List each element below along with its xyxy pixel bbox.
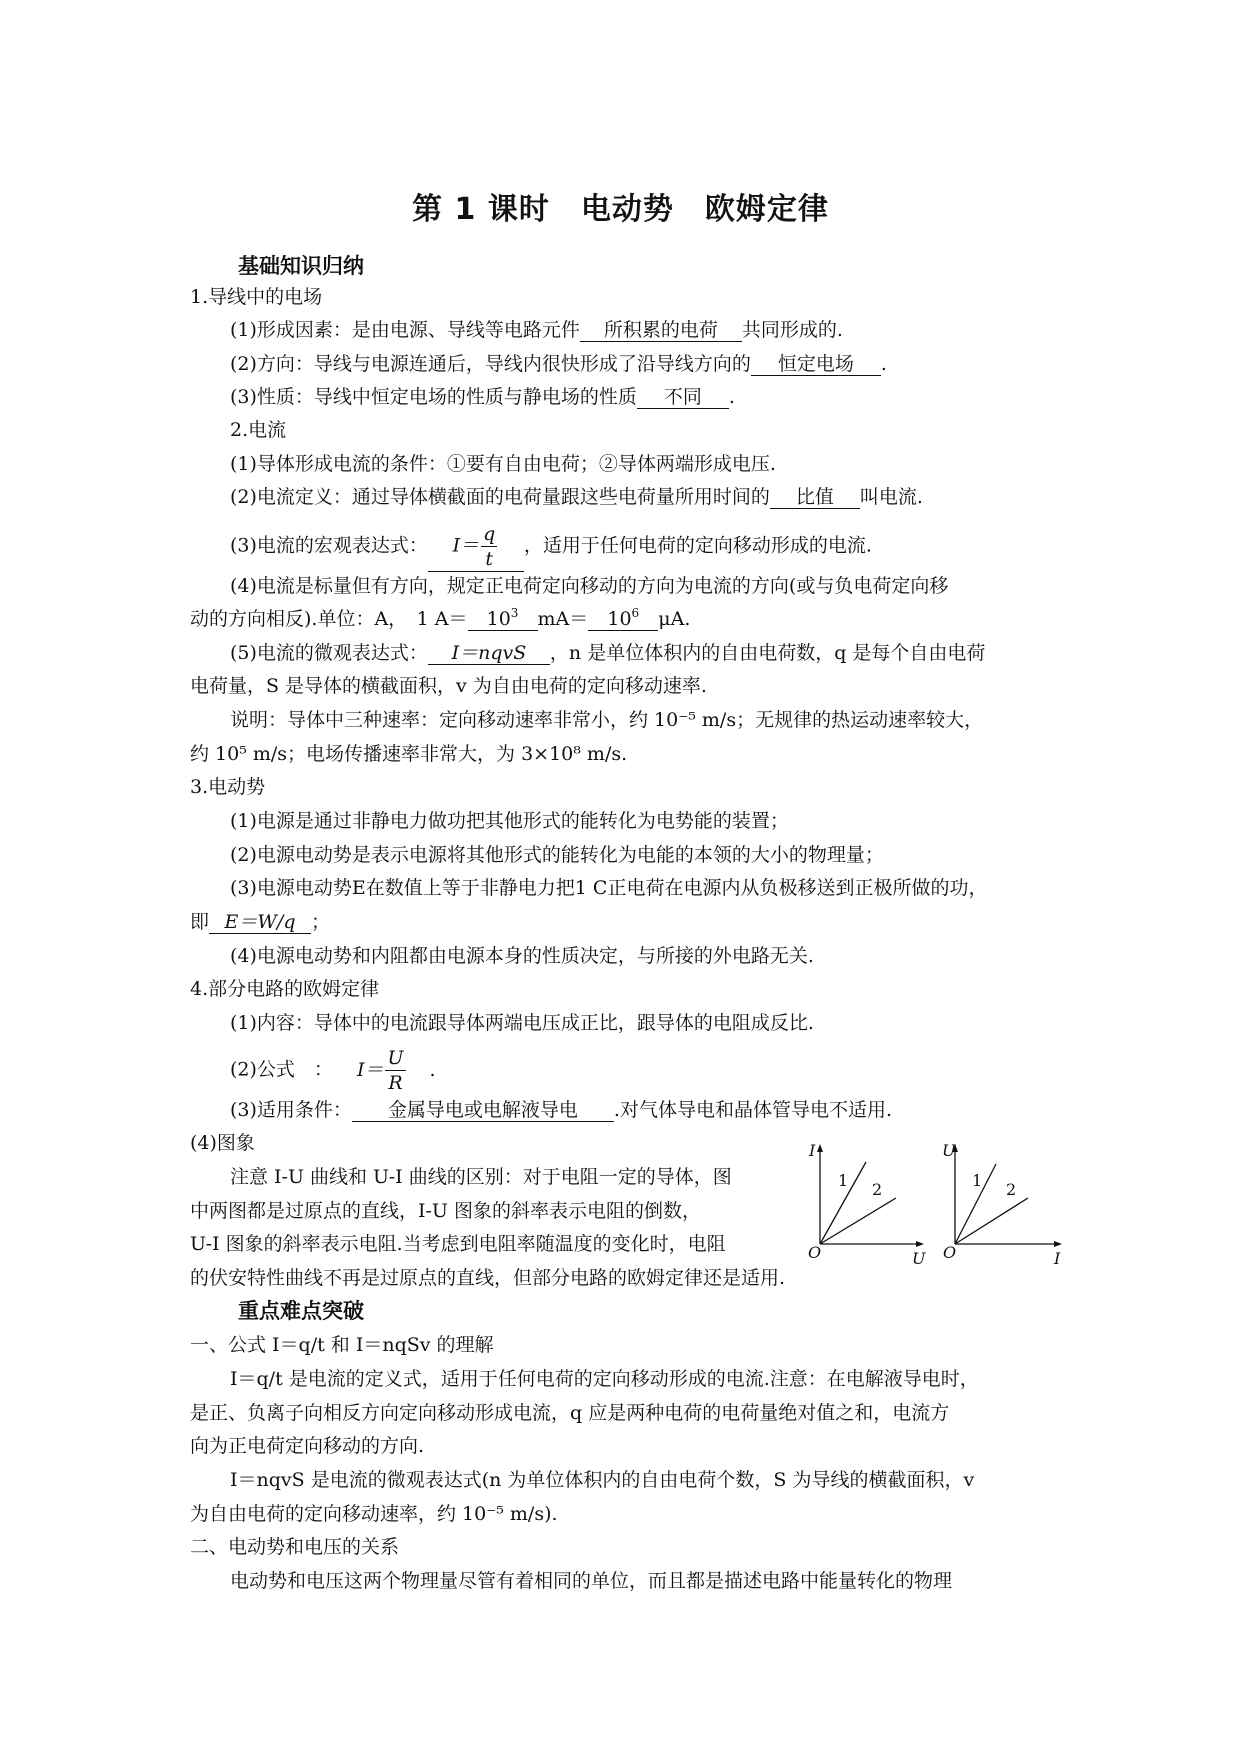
s4-p4-line2: 中两图都是过原点的直线，I-U 图象的斜率表示电阻的倒数， bbox=[190, 1200, 701, 1222]
s1-p2 bbox=[230, 351, 887, 377]
s1-p1-text: (1)形成因素：是由电源、导线等电路元件 bbox=[230, 319, 580, 341]
s3-p1: (1)电源是通过非静电力做功把其他形式的能转化为电势能的装置； bbox=[230, 810, 789, 832]
s2-p3-text-end: ，适用于任何电荷的定向移动形成的电流. bbox=[523, 534, 872, 557]
fraction-denominator: t bbox=[485, 548, 493, 570]
s1-heading: 1.导线中的电场 bbox=[190, 286, 323, 308]
answer-blank: 恒定电场 bbox=[751, 353, 881, 376]
s3-p3-line1: (3)电源电动势E在数值上等于非静电力把1 C正电荷在电源内从负极移送到正极所做的功， bbox=[230, 877, 988, 899]
x-axis-arrow bbox=[1054, 1241, 1062, 1247]
fraction bbox=[481, 522, 497, 571]
s3-p2: (2)电源电动势是表示电源将其他形式的能转化为电能的本领的大小的物理量； bbox=[230, 844, 884, 866]
k1-p2-line1: I＝nqvS 是电流的微观表达式(n 为单位体积内的自由电荷个数，S 为导线的横截面积，v bbox=[230, 1469, 975, 1491]
s4-heading: 4.部分电路的欧姆定律 bbox=[190, 978, 380, 1000]
s2-p5 bbox=[230, 640, 985, 666]
line-2 bbox=[955, 1198, 1028, 1244]
answer-blank: 比值 bbox=[770, 486, 860, 509]
s4-p4-line1: 注意 I-U 曲线和 U-I 曲线的区别：对于电阻一定的导体，图 bbox=[230, 1166, 732, 1188]
s1-p1 bbox=[230, 317, 843, 343]
s1-p2-text: (2)方向：导线与电源连通后，导线内很快形成了沿导线方向的 bbox=[230, 353, 751, 375]
answer-blank: I＝nqvS bbox=[428, 642, 550, 665]
s2-p4-line1: (4)电流是标量但有方向，规定正电荷定向移动的方向为电流的方向(或与负电荷定向移 bbox=[230, 575, 949, 597]
k1-p1-line2: 是正、负离子向相反方向定向移动形成电流，q 应是两种电荷的电荷量绝对值之和，电流方 bbox=[190, 1402, 950, 1424]
x-axis-label: I bbox=[1054, 1249, 1061, 1268]
answer-base: 10 bbox=[607, 608, 632, 630]
s1-p3-text: (3)性质：导线中恒定电场的性质与静电场的性质 bbox=[230, 386, 637, 408]
page-title: 第 1 课时 电动势 欧姆定律 bbox=[412, 192, 829, 227]
s3-p3-line2 bbox=[190, 909, 330, 935]
k1-p1-line3: 向为正电荷定向移动的方向. bbox=[190, 1435, 425, 1457]
s4-p3 bbox=[230, 1097, 892, 1123]
s4-p3-text-end: .对气体导电和晶体管导电不适用. bbox=[613, 1099, 893, 1121]
s2-note-line2: 约 10⁵ m/s；电场传播速率非常大，为 3×10⁸ m/s. bbox=[190, 743, 628, 765]
s2-p5-text-end: ，n 是单位体积内的自由电荷数，q 是每个自由电荷 bbox=[549, 642, 986, 664]
s4-p4-line3: U-I 图象的斜率表示电阻.当考虑到电阻率随温度的变化时，电阻 bbox=[190, 1233, 726, 1255]
s2-p4-line2 bbox=[190, 606, 690, 632]
s3-p3-text-end: ； bbox=[311, 911, 331, 933]
s2-p3 bbox=[230, 522, 872, 572]
y-axis-label: U bbox=[942, 1141, 956, 1160]
k1-p2-line2: 为自由电荷的定向移动速率，约 10⁻⁵ m/s). bbox=[190, 1503, 558, 1525]
k2-heading: 二、电动势和电压的关系 bbox=[190, 1536, 400, 1558]
section-heading-key: 重点难点突破 bbox=[238, 1299, 364, 1323]
s2-p2-text: (2)电流定义：通过导体横截面的电荷量跟这些电荷量所用时间的 bbox=[230, 486, 770, 508]
s2-p5-line2: 电荷量，S 是导体的横截面积，v 为自由电荷的定向移动速率. bbox=[190, 675, 707, 697]
fraction-numerator: q bbox=[483, 523, 496, 545]
line-2-label: 2 bbox=[872, 1180, 883, 1199]
s1-p3 bbox=[230, 384, 735, 410]
k1-p1-line1: I＝q/t 是电流的定义式，适用于任何电荷的定向移动形成的电流.注意：在电解液导电时， bbox=[230, 1368, 979, 1390]
x-axis-arrow bbox=[916, 1241, 924, 1247]
s3-p3-text: 即 bbox=[190, 911, 210, 933]
line-1-label: 1 bbox=[838, 1171, 849, 1190]
s4-p4-heading: (4)图象 bbox=[190, 1132, 255, 1154]
line-2 bbox=[820, 1198, 896, 1244]
answer-exponent: 3 bbox=[510, 606, 519, 620]
answer-blank: 不同 bbox=[637, 386, 729, 409]
s3-heading: 3.电动势 bbox=[190, 776, 266, 798]
k2-p1: 电动势和电压这两个物理量尽管有着相同的单位，而且都是描述电路中能量转化的物理 bbox=[230, 1570, 953, 1592]
s4-p1: (1)内容：导体中的电流跟导体两端电压成正比，跟导体的电阻成反比. bbox=[230, 1012, 814, 1034]
s2-p4-text: 动的方向相反).单位：A， 1 A＝ bbox=[190, 608, 468, 630]
formula-lhs: I＝ bbox=[356, 1058, 384, 1081]
answer-blank: 所积累的电荷 bbox=[580, 319, 742, 342]
s4-p2 bbox=[230, 1046, 436, 1095]
section-heading-basic: 基础知识归纳 bbox=[238, 254, 364, 278]
s2-heading: 2.电流 bbox=[230, 419, 287, 441]
answer-blank: 金属导电或电解液导电 bbox=[352, 1099, 614, 1122]
s2-note-line1: 说明：导体中三种速率：定向移动速率非常小，约 10⁻⁵ m/s；无规律的热运动速率较大， bbox=[230, 709, 984, 731]
graph-u-i bbox=[942, 1141, 1062, 1268]
s2-p3-text: (3)电流的宏观表达式： bbox=[230, 534, 428, 557]
s2-p2 bbox=[230, 484, 923, 510]
iu-ui-graphs bbox=[800, 1140, 1070, 1270]
s4-p2-text-end: . bbox=[429, 1058, 436, 1081]
k1-heading: 一、公式 I＝q/t 和 I＝nqSv 的理解 bbox=[190, 1334, 494, 1356]
s3-p4: (4)电源电动势和内阻都由电源本身的性质决定，与所接的外电路无关. bbox=[230, 945, 814, 967]
answer-formula-current bbox=[428, 522, 524, 572]
x-axis-label: U bbox=[912, 1249, 926, 1268]
answer-base: 10 bbox=[486, 608, 511, 630]
answer-exponent: 6 bbox=[631, 606, 640, 620]
s2-p1: (1)导体形成电流的条件：①要有自由电荷；②导体两端形成电压. bbox=[230, 453, 776, 475]
y-axis-label: I bbox=[809, 1141, 816, 1160]
s1-p1-text-end: 共同形成的. bbox=[741, 319, 843, 341]
answer-blank bbox=[468, 608, 538, 631]
answer-blank bbox=[588, 608, 658, 631]
origin-label: O bbox=[943, 1243, 957, 1262]
s2-p4-text-end: μA. bbox=[658, 608, 691, 630]
graph-i-u bbox=[808, 1141, 926, 1268]
s1-p2-text-end: . bbox=[880, 353, 887, 375]
s4-p4-line4: 的伏安特性曲线不再是过原点的直线，但部分电路的欧姆定律还是适用. bbox=[190, 1267, 786, 1289]
s4-p2-text: (2)公式 ： bbox=[230, 1058, 333, 1081]
line-2-label: 2 bbox=[1006, 1180, 1017, 1199]
line-1-label: 1 bbox=[972, 1171, 983, 1190]
s2-p2-text-end: 叫电流. bbox=[859, 486, 923, 508]
origin-label: O bbox=[808, 1243, 822, 1262]
formula-lhs: I＝ bbox=[452, 534, 480, 557]
fraction-numerator: U bbox=[387, 1047, 404, 1069]
fraction-denominator: R bbox=[388, 1072, 403, 1094]
answer-blank: E＝W/q bbox=[209, 911, 311, 934]
s4-p3-text: (3)适用条件： bbox=[230, 1099, 352, 1121]
y-axis-arrow bbox=[817, 1144, 823, 1152]
s2-p5-text: (5)电流的微观表达式： bbox=[230, 642, 428, 664]
fraction bbox=[385, 1046, 405, 1095]
s1-p3-text-end: . bbox=[728, 386, 735, 408]
s2-p4-text-mid: mA＝ bbox=[537, 608, 589, 630]
